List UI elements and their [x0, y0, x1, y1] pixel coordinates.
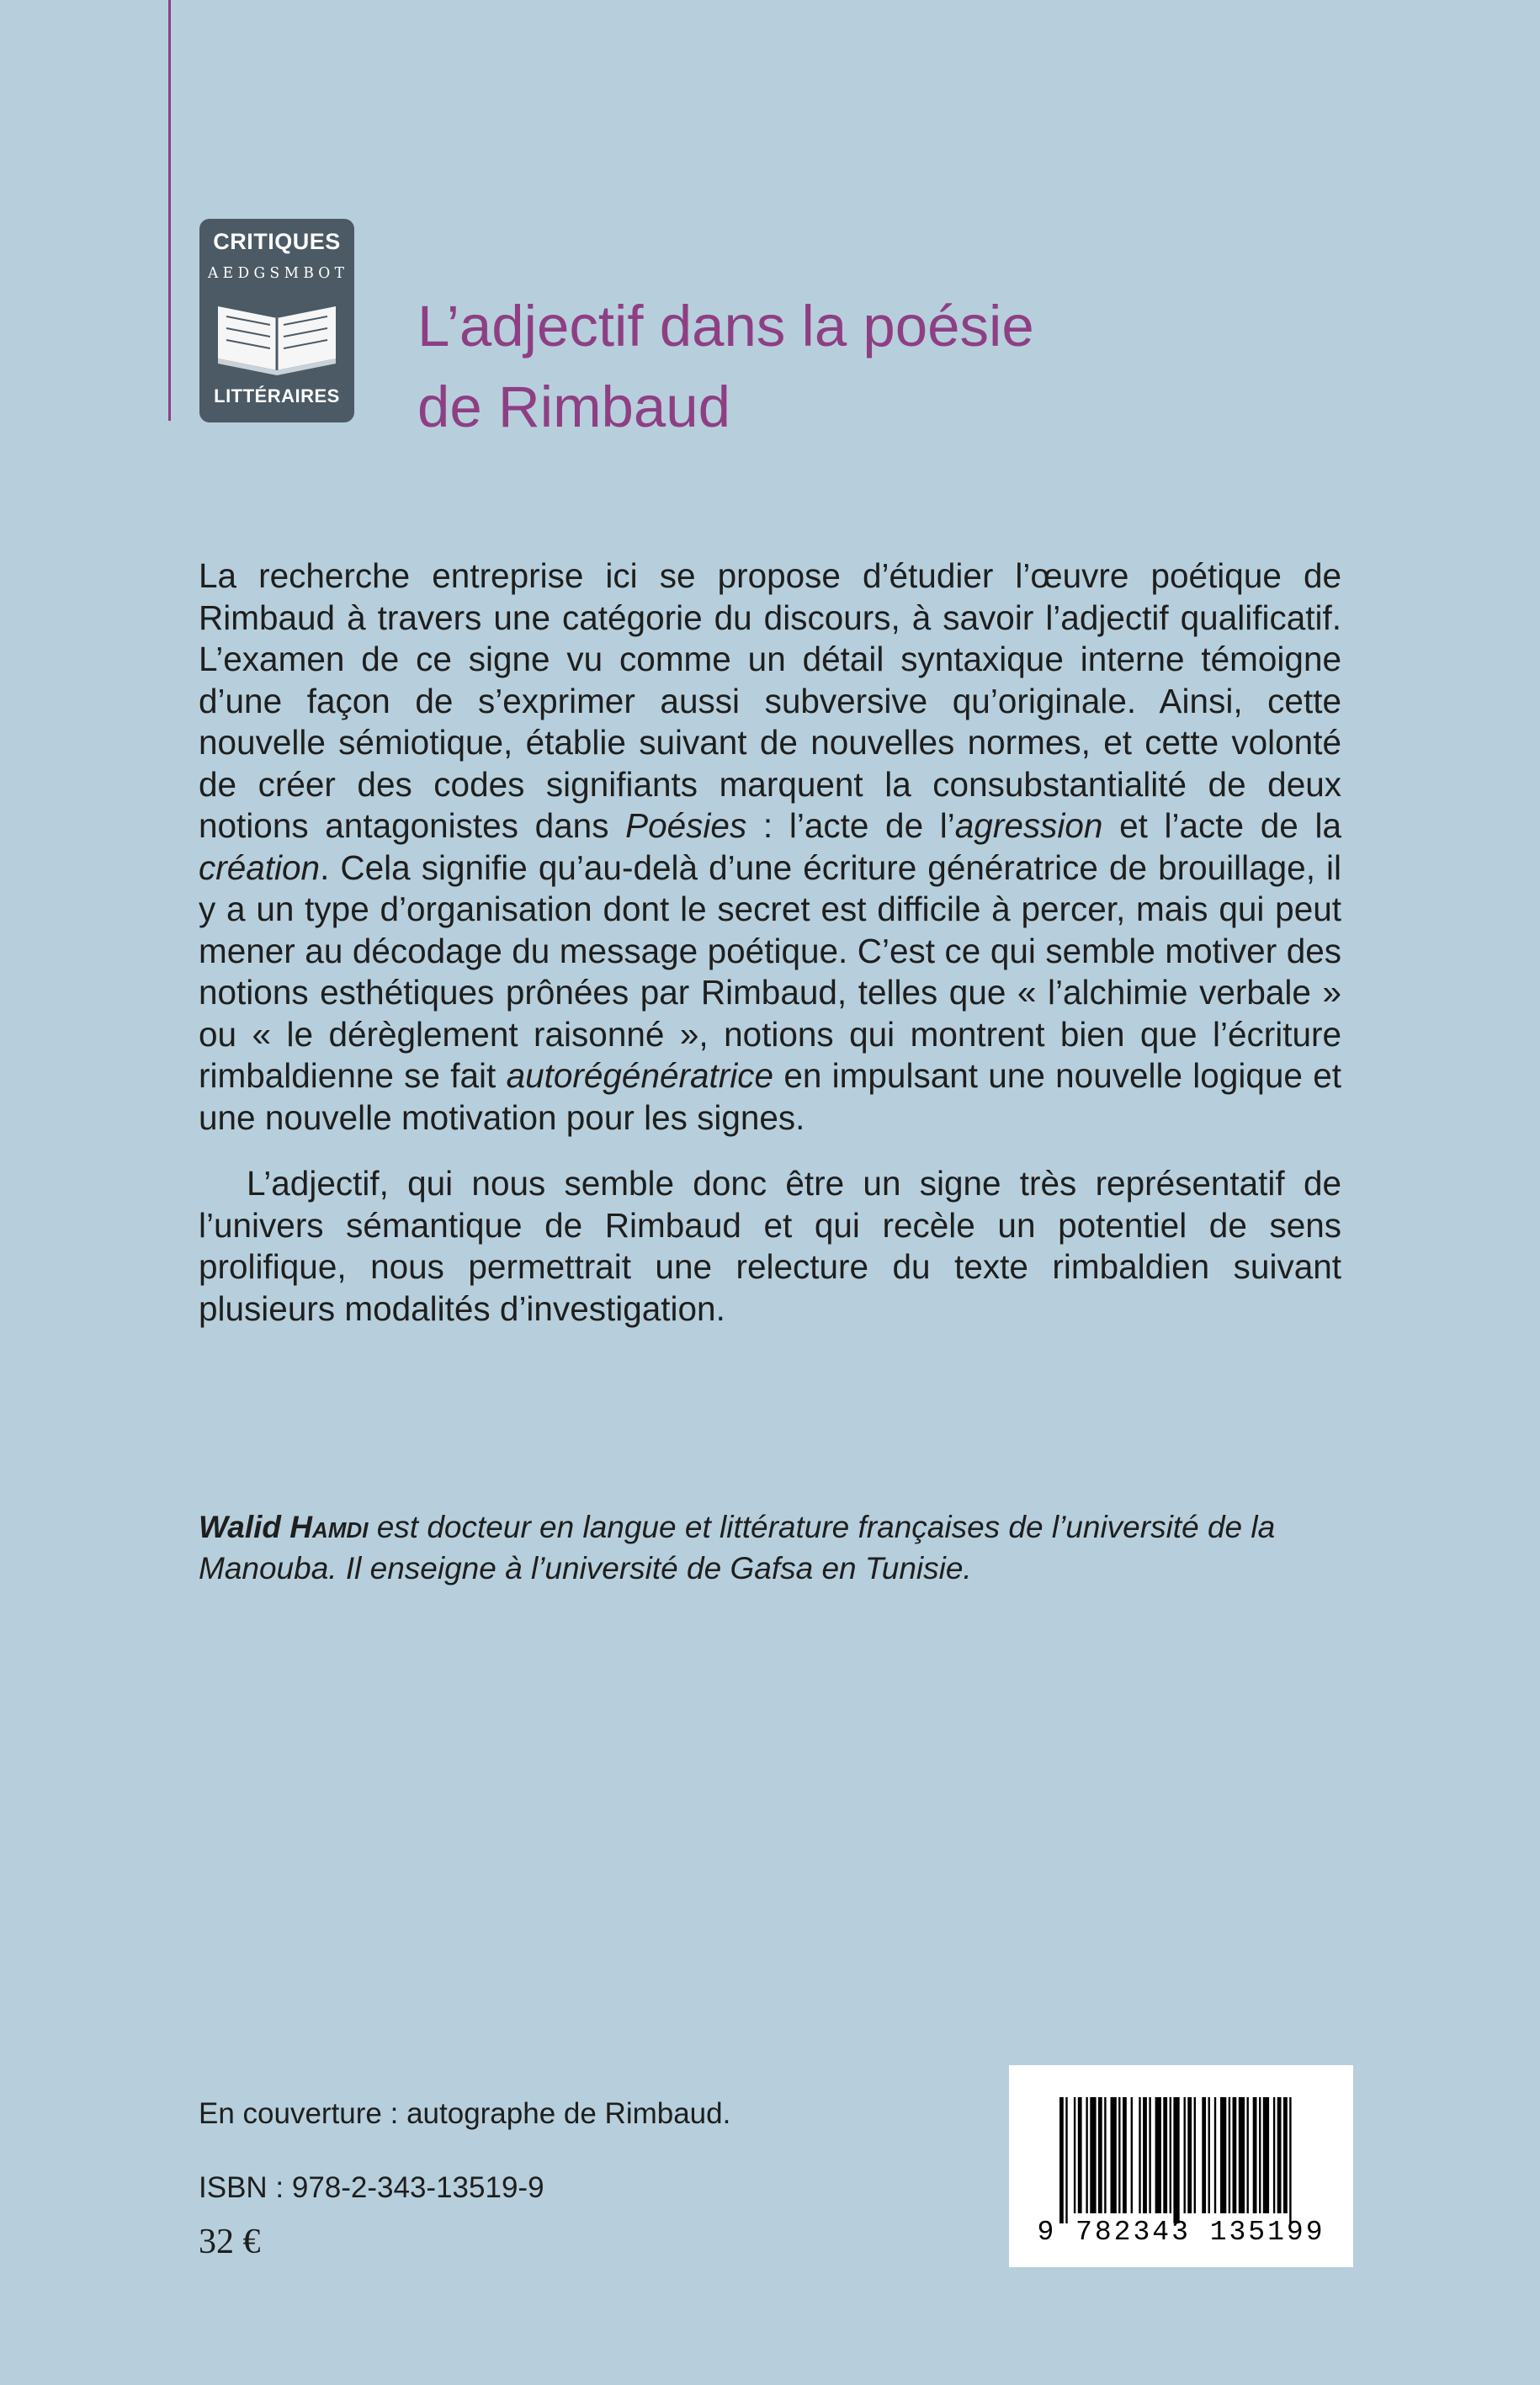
barcode-bar	[1263, 2097, 1269, 2213]
barcode-bar	[1155, 2097, 1161, 2213]
barcode-bar	[1184, 2097, 1186, 2213]
barcode-bar	[1214, 2097, 1216, 2213]
barcode-bar	[1277, 2097, 1282, 2213]
barcode-bar	[1208, 2097, 1210, 2213]
barcode-bar	[1259, 2097, 1261, 2213]
author-bio-text: est docteur en langue et littérature françaises de l’université de la Manouba. Il enseigne à l’université de Gafsa en Tunisie.	[199, 1510, 1276, 1586]
barcode-bar	[1090, 2097, 1096, 2213]
barcode-bar	[1131, 2097, 1133, 2213]
barcode-bar	[1065, 2097, 1067, 2223]
decorative-vertical-line	[168, 0, 171, 421]
barcode	[1009, 2065, 1353, 2267]
barcode-bar	[1143, 2097, 1147, 2213]
barcode-bar	[1233, 2097, 1237, 2213]
series-logo-bottom-label: LITTÉRAIRES	[214, 385, 340, 406]
barcode-bar	[1173, 2097, 1179, 2223]
barcode-bar	[1289, 2097, 1291, 2223]
book-title-line-1: L’adjectif dans la poésie	[417, 294, 1034, 359]
barcode-bar	[1247, 2097, 1249, 2213]
barcode-bar	[1283, 2097, 1288, 2213]
barcode-bar	[1163, 2097, 1167, 2213]
barcode-bar	[1123, 2097, 1127, 2213]
barcode-bar	[1074, 2097, 1075, 2213]
barcode-bar	[1202, 2097, 1206, 2213]
barcode-bar	[1229, 2097, 1230, 2213]
barcode-bar	[1078, 2097, 1082, 2213]
barcode-number: 9 782343 135199	[1037, 2217, 1325, 2248]
price: 32 €	[199, 2223, 261, 2261]
barcode-bar	[1149, 2097, 1150, 2213]
series-logo-art-letters: A E D G S M B O T	[207, 264, 344, 282]
barcode-bar	[1170, 2097, 1171, 2213]
barcode-bar	[1220, 2097, 1226, 2213]
barcode-bar	[1086, 2097, 1087, 2213]
open-book-icon	[206, 258, 348, 382]
author-first-name: Walid	[199, 1510, 281, 1544]
barcode-bar	[1059, 2097, 1064, 2223]
series-logo	[199, 219, 354, 422]
barcode-bar	[1187, 2097, 1192, 2213]
barcode-bar	[1273, 2097, 1275, 2213]
summary-paragraph-1: La recherche entreprise ici se propose d’étudier l’œuvre poétique de Rimbaud à travers une catégorie du discours, à savoir l’adjectif qualificatif. L’examen de ce signe vu comme un détail syntaxique interne témoigne d’une façon de s’exprimer aussi subversive qu’originale. Ainsi, cette nouvelle sémiotique, établie suivant de nouvelles normes, et cette volonté de créer des codes signifiants marquent la consubstantialité de deux notions antagonistes dans Poésies : l’acte de l’agression et l’acte de la création. Cela signifie qu’au-delà d’une écriture génératrice de brouillage, il y a un type d’organisation dont le secret est difficile à percer, mais qui peut mener au décodage du message poétique. C’est ce qui semble motiver des notions esthétiques prônées par Rimbaud, telles que « l’alchimie verbale » ou « le dérèglement raisonné », notions qui montrent bien que l’écriture rimbaldienne se fait autorégénératrice en impulsant une nouvelle logique et une nouvelle motivation pour les signes.	[199, 556, 1341, 1137]
barcode-bar	[1253, 2097, 1257, 2213]
cover-credit: En couverture : autographe de Rimbaud.	[199, 2097, 731, 2130]
barcode-bar	[1118, 2097, 1120, 2213]
book-title-line-2: de Rimbaud	[417, 374, 731, 439]
series-logo-top-label: CRITIQUES	[213, 229, 341, 254]
author-bio	[199, 1506, 1341, 1589]
barcode-bar	[1098, 2097, 1102, 2213]
barcode-bar	[1111, 2097, 1117, 2213]
barcode-bar	[1239, 2097, 1245, 2213]
author-last-name: Hamdi	[289, 1510, 369, 1544]
isbn: ISBN : 978-2-343-13519-9	[199, 2171, 544, 2204]
summary-paragraph-2: L’adjectif, qui nous semble donc être un signe très représentatif de l’univers sémantique de Rimbaud et qui recèle un potentiel de sens prolifique, nous permettrait une relecture du texte rimbaldien suivant plusieurs modalités d’investigation.	[199, 1164, 1341, 1328]
book-title	[417, 286, 1343, 448]
barcode-bar	[1139, 2097, 1140, 2213]
barcode-bar	[1104, 2097, 1106, 2213]
back-cover-summary	[199, 555, 1341, 1330]
barcode-bar	[1194, 2097, 1196, 2213]
